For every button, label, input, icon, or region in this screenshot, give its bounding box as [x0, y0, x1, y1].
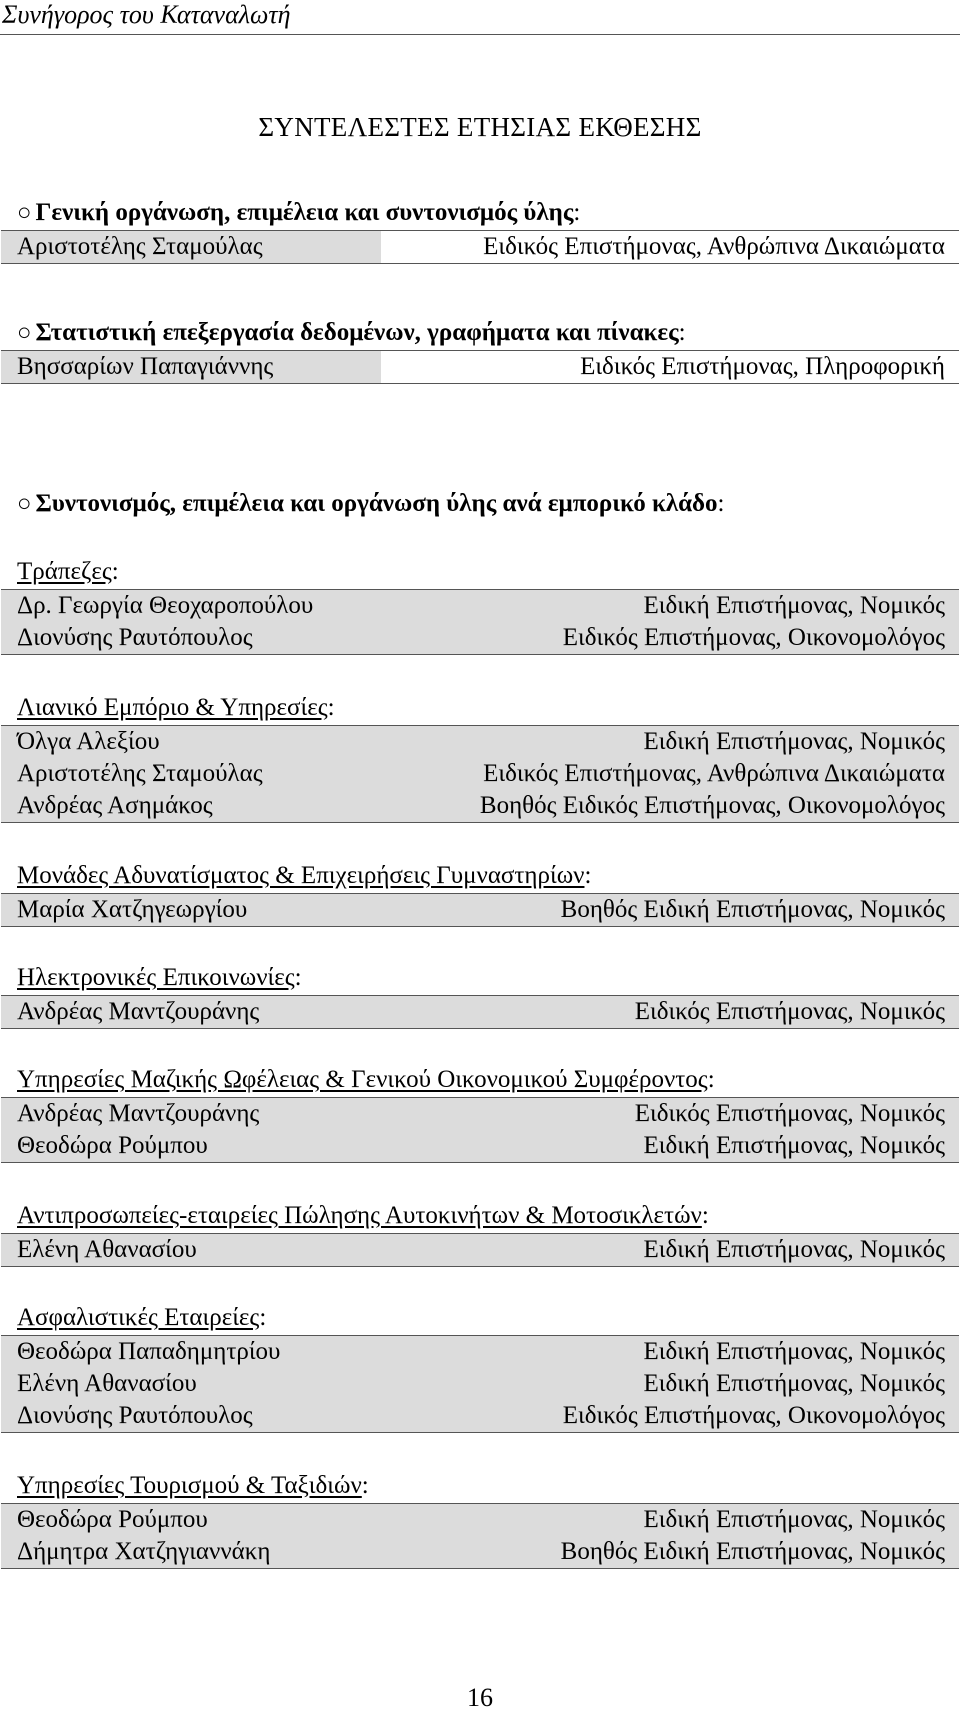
contributor-name: Διονύσης Ραυτόπουλος — [17, 1402, 253, 1429]
contributor-role: Βοηθός Ειδική Επιστήμονας, Νομικός — [560, 896, 945, 923]
table-row — [1, 622, 959, 654]
section-heading — [17, 196, 959, 230]
table-row — [1, 231, 959, 263]
contributors-table — [1, 1097, 959, 1163]
table-row — [1, 1234, 959, 1266]
contributor-name: Δήμητρα Χατζηγιαννάκη — [17, 1538, 271, 1565]
category-label: Τράπεζες: — [17, 558, 119, 585]
contributor-name: Αριστοτέλης Σταμούλας — [17, 233, 263, 260]
contributor-role: Ειδικός Επιστήμονας, Ανθρώπινα Δικαιώματα — [483, 233, 945, 260]
contributor-role: Ειδική Επιστήμονας, Νομικός — [643, 1506, 945, 1533]
circle-bullet-icon: ○ — [17, 491, 32, 517]
category-telecom — [17, 961, 959, 1029]
table-row — [1, 1130, 959, 1162]
running-header — [0, 0, 960, 35]
contributors-table — [1, 893, 959, 927]
contributor-role: Ειδική Επιστήμονας, Νομικός — [643, 592, 945, 619]
section-statistics — [17, 316, 959, 384]
contributor-name: Αριστοτέλης Σταμούλας — [17, 760, 263, 787]
section-heading-text: Γενική οργάνωση, επιμέλεια και συντονισμός ύλης — [35, 199, 574, 226]
table-row — [1, 1368, 959, 1400]
section-heading-text: Συντονισμός, επιμέλεια και οργάνωση ύλης ανά εμπορικό κλάδο — [35, 490, 718, 517]
heading-colon: : — [573, 199, 581, 226]
contributors-table — [1, 230, 959, 264]
category-label: Υπηρεσίες Τουρισμού & Ταξιδιών: — [17, 1472, 369, 1499]
section-sector-coordination — [17, 487, 959, 521]
contributor-role: Ειδική Επιστήμονας, Νομικός — [643, 1236, 945, 1263]
section-heading-text: Στατιστική επεξεργασία δεδομένων, γραφήματα και πίνακες — [35, 319, 679, 346]
category-retail — [17, 691, 959, 823]
contributor-role: Ειδική Επιστήμονας, Νομικός — [643, 1132, 945, 1159]
category-label: Ασφαλιστικές Εταιρείες: — [17, 1304, 267, 1331]
category-insurance — [17, 1301, 959, 1433]
category-label: Ηλεκτρονικές Επικοινωνίες: — [17, 964, 302, 991]
contributor-role: Ειδικός Επιστήμονας, Ανθρώπινα Δικαιώματα — [483, 760, 945, 787]
contributors-table — [1, 589, 959, 655]
category-utilities — [17, 1063, 959, 1163]
table-row — [1, 758, 959, 790]
contributor-role: Ειδικός Επιστήμονας, Νομικός — [634, 998, 945, 1025]
contributor-role: Ειδική Επιστήμονας, Νομικός — [643, 1370, 945, 1397]
contributor-role: Ειδικός Επιστήμονας, Οικονομολόγος — [562, 624, 945, 651]
contributor-name: Δρ. Γεωργία Θεοχαροπούλου — [17, 592, 314, 619]
contributor-role: Ειδικός Επιστήμονας, Νομικός — [634, 1100, 945, 1127]
contributor-name: Ανδρέας Μαντζουράνης — [17, 998, 260, 1025]
contributor-name: Ανδρέας Μαντζουράνης — [17, 1100, 260, 1127]
contributor-name: Θεοδώρα Ρούμπου — [17, 1132, 208, 1159]
category-gyms — [17, 859, 959, 927]
contributor-name: Ανδρέας Ασημάκος — [17, 792, 213, 819]
table-row — [1, 590, 959, 622]
contributor-name: Θεοδώρα Ρούμπου — [17, 1506, 208, 1533]
category-label: Αντιπροσωπείες-εταιρείες Πώλησης Αυτοκινήτων & Μοτοσικλετών: — [17, 1202, 709, 1229]
contributor-name: Όλγα Αλεξίου — [17, 728, 160, 755]
page-number: 16 — [467, 1683, 493, 1712]
contributor-name: Ελένη Αθανασίου — [17, 1236, 197, 1263]
heading-colon: : — [678, 319, 686, 346]
category-label: Υπηρεσίες Μαζικής Ωφέλειας & Γενικού Οικονομικού Συμφέροντος: — [17, 1066, 715, 1093]
contributors-table — [1, 1335, 959, 1433]
contributor-name: Βησσαρίων Παπαγιάννης — [17, 353, 274, 380]
contributor-name: Ελένη Αθανασίου — [17, 1370, 197, 1397]
contributor-name: Μαρία Χατζηγεωργίου — [17, 896, 248, 923]
contributor-role: Βοηθός Ειδικός Επιστήμονας, Οικονομολόγος — [479, 792, 945, 819]
table-row — [1, 894, 959, 926]
category-label: Μονάδες Αδυνατίσματος & Επιχειρήσεις Γυμναστηρίων: — [17, 862, 592, 889]
circle-bullet-icon: ○ — [17, 320, 32, 346]
contributors-table — [1, 350, 959, 384]
table-row — [1, 351, 959, 383]
category-label: Λιανικό Εμπόριο & Υπηρεσίες: — [17, 694, 335, 721]
contributors-table — [1, 995, 959, 1029]
section-general-coordination — [17, 196, 959, 264]
page-title: ΣΥΝΤΕΛΕΣΤΕΣ ΕΤΗΣΙΑΣ ΕΚΘΕΣΗΣ — [258, 112, 702, 142]
header-title: Συνήγορος του Καταναλωτή — [2, 0, 291, 29]
category-car-dealers — [17, 1199, 959, 1267]
section-heading — [17, 316, 959, 350]
contributor-name: Θεοδώρα Παπαδημητρίου — [17, 1338, 281, 1365]
contributor-role: Ειδική Επιστήμονας, Νομικός — [643, 1338, 945, 1365]
contributors-table — [1, 725, 959, 823]
table-row — [1, 996, 959, 1028]
contributors-table — [1, 1233, 959, 1267]
table-row — [1, 726, 959, 758]
table-row — [1, 1400, 959, 1432]
table-row — [1, 1098, 959, 1130]
table-row — [1, 1336, 959, 1368]
contributors-table — [1, 1503, 959, 1569]
category-tourism — [17, 1469, 959, 1569]
contributor-role: Ειδικός Επιστήμονας, Πληροφορική — [580, 353, 945, 380]
contributor-name: Διονύσης Ραυτόπουλος — [17, 624, 253, 651]
circle-bullet-icon: ○ — [17, 200, 32, 226]
section-heading — [17, 487, 959, 521]
table-row — [1, 1504, 959, 1536]
category-banks — [17, 555, 959, 655]
table-row — [1, 790, 959, 822]
heading-colon: : — [717, 490, 725, 517]
contributor-role: Βοηθός Ειδική Επιστήμονας, Νομικός — [560, 1538, 945, 1565]
table-row — [1, 1536, 959, 1568]
contributor-role: Ειδική Επιστήμονας, Νομικός — [643, 728, 945, 755]
contributor-role: Ειδικός Επιστήμονας, Οικονομολόγος — [562, 1402, 945, 1429]
